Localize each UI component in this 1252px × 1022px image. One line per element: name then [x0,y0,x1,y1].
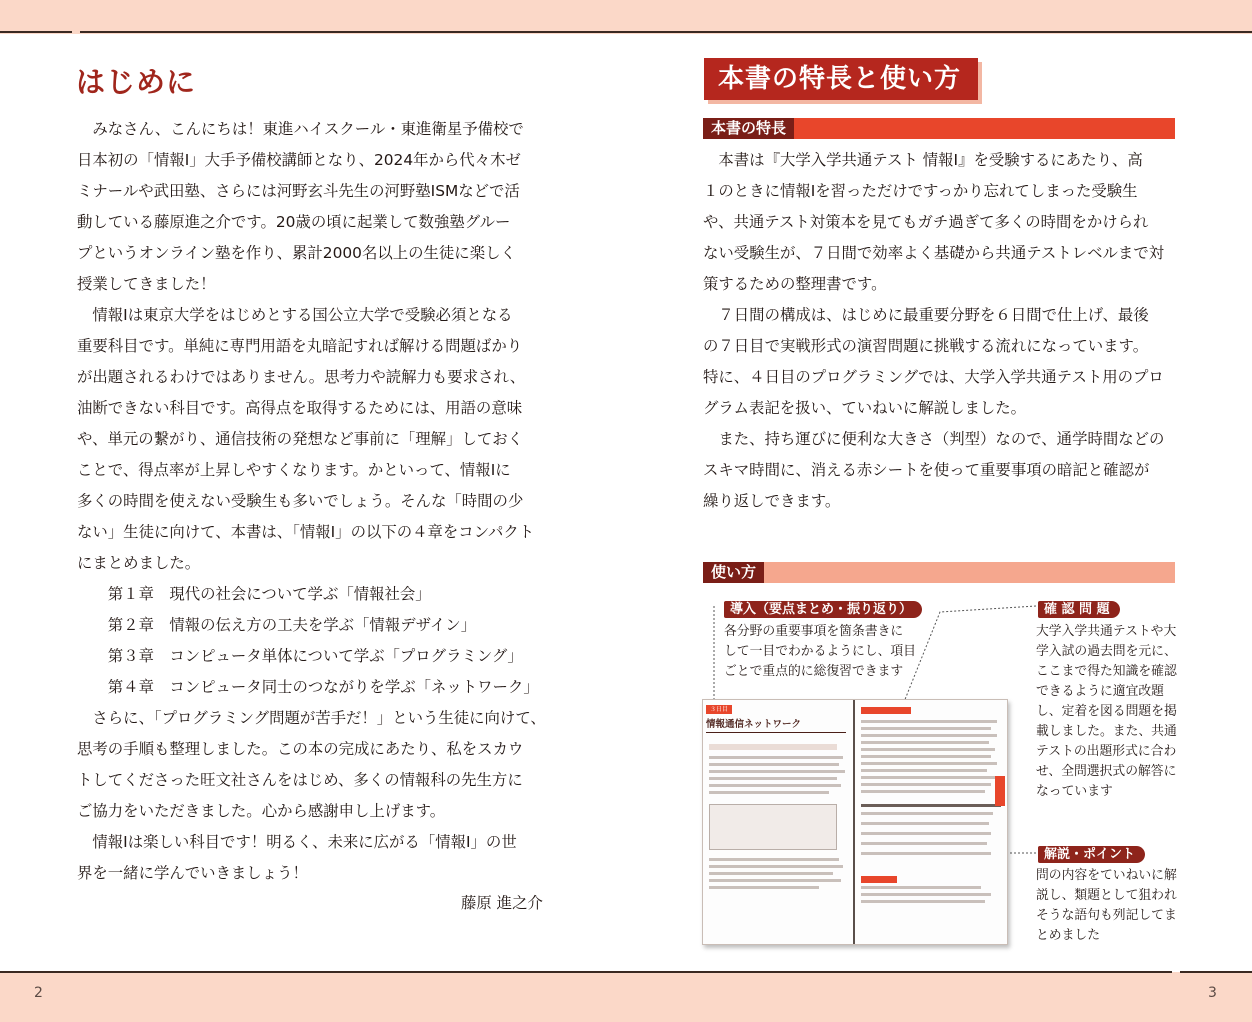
chapter-line: 第１章 現代の社会について学ぶ「情報社会」 [77,585,431,603]
text-line: 界を一緒に学んでいきましょう！ [77,864,308,882]
text-line: の７日目で実戦形式の演習問題に挑戦する流れになっています。 [703,337,1149,355]
sample-line [861,790,985,793]
callout-tag-intro: 導入（要点まとめ・振り返り） [724,601,922,618]
text-line: ない」生徒に向けて、本書は、「情報Ⅰ」の以下の４章をコンパクト [77,523,535,541]
text-line: スキマ時間に、消える赤シートを使って重要事項の暗記と確認が [703,461,1150,479]
sample-line [861,748,995,751]
sample-line [709,777,837,780]
sample-rule [706,732,846,733]
text-line: 重要科目です。単純に専門用語を丸暗記すれば解ける問題ばかり [77,337,523,355]
text-line: 繰り返しできます。 [703,492,841,510]
text-line: 多くの時間を使えない受験生も多いでしょう。そんな「時間の少 [77,492,524,510]
sample-line [861,727,991,730]
sample-page-image [702,699,1008,945]
text-line: とめました [1036,928,1100,943]
sample-page-title: 情報通信ネットワーク [706,719,802,730]
sample-line [709,763,839,766]
text-line: ７日間の構成は、はじめに最重要分野を６日間で仕上げ、最後 [703,306,1149,324]
sample-side-index [995,776,1005,806]
sample-line [709,872,833,875]
sample-line [861,886,981,889]
text-line: そうな語句も列記してま [1036,908,1177,923]
text-line: 大学入学共通テストや大 [1036,624,1177,639]
text-line: ご協力をいただきました。心から感謝申し上げます。 [77,802,446,820]
text-line: ごとで重点的に総復習できます [724,664,904,679]
text-line: 載しました。また、共通 [1036,724,1177,739]
author-signature: 藤原 進之介 [461,894,543,912]
sample-line [861,893,991,896]
sample-line [861,755,991,758]
text-line: 学入試の過去問を元に、 [1036,644,1177,659]
sample-line [861,832,991,835]
sample-line [709,791,829,794]
text-line: ことで、得点率が上昇しやすくなります。かといって、情報Ⅰに [77,461,511,479]
text-line: １のときに情報Ⅰを習っただけですっかり忘れてしまった受験生 [703,182,1138,200]
text-line: 動している藤原進之介です。20歳の頃に起業して数強塾グルー [77,213,511,231]
text-line: 特に、４日目のプログラミングでは、大学入学共通テスト用のプロ [703,368,1164,386]
sample-line [709,879,841,882]
callout-tag-check: 確 認 問 題 [1038,601,1120,618]
section-label: 本書の特長 [703,118,794,139]
text-line: 説し、類題として狙われ [1036,888,1177,903]
sample-line [709,770,845,773]
sample-line [709,886,819,889]
chapter-line: 第２章 情報の伝え方の工夫を学ぶ「情報デザイン」 [77,616,477,634]
sample-line [709,784,841,787]
text-line: 情報Ⅰは東京大学をはじめとする国公立大学で受験必須となる [77,306,513,324]
page-number-left: 2 [34,985,43,1001]
sample-line [861,804,1001,807]
text-line: なっています [1036,784,1113,799]
page-title-left: はじめに [76,65,197,99]
sample-label [861,876,897,883]
sample-line [861,812,993,815]
text-line: プというオンライン塾を作り、累計2000名以上の生徒に楽しく [77,244,516,262]
sample-line [861,842,987,845]
text-line: 情報Ⅰは楽しい科目です！明るく、未来に広がる「情報Ⅰ」の世 [77,833,517,851]
text-line: ミナールや武田塾、さらには河野玄斗先生の河野塾ISMなどで活 [77,182,520,200]
sample-line [861,762,997,765]
text-line: や、単元の繋がり、通信技術の発想など事前に「理解」しておく [77,430,524,448]
sample-line [861,734,997,737]
sample-line [709,858,839,861]
sample-line [861,783,991,786]
text-line: 日本初の「情報Ⅰ」大手予備校講師となり、2024年から代々木ゼ [77,151,521,169]
text-line: 油断できない科目です。高得点を取得するためには、用語の意味 [77,399,523,417]
sample-line [861,776,995,779]
page-number-right: 3 [1208,985,1217,1001]
text-line: みなさん、こんにちは！東進ハイスクール・東進衛星予備校で [77,120,524,138]
text-line: が出題されるわけではありません。思考力や読解力も要求され、 [77,368,526,386]
sample-line [861,720,997,723]
section-label: 使い方 [703,562,764,583]
sample-line [861,900,985,903]
sample-line [861,852,991,855]
text-line: また、持ち運びに便利な大きさ（判型）なので、通学時間などの [703,430,1165,448]
text-line: し、定着を図る問題を掲 [1036,704,1177,719]
text-line: 策するための整理書です。 [703,275,887,293]
text-line: にまとめました。 [77,554,201,572]
sample-line [861,741,989,744]
sample-label [861,707,911,714]
callout-tag-explain: 解説・ポイント [1038,846,1145,863]
text-line: して一目でわかるようにし、項目 [724,644,916,659]
sample-line [709,865,843,868]
spread-gutter [853,700,855,944]
text-line: テストの出題形式に合わ [1036,744,1177,759]
text-line: 本書は『大学入学共通テスト 情報Ⅰ』を受験するにあたり、高 [703,151,1143,169]
chapter-line: 第４章 コンピュータ同士のつながりを学ぶ「ネットワーク」 [77,678,539,696]
text-line: や、共通テスト対策本を見てもガチ過ぎて多くの時間をかけられ [703,213,1149,231]
sample-line [709,756,843,759]
text-line: トしてくださった旺文社さんをはじめ、多くの情報科の先生方に [77,771,523,789]
text-line: さらに、「プログラミング問題が苦手だ！」という生徒に向けて、 [77,709,546,727]
text-line: ない受験生が、７日間で効率よく基礎から共通テストレベルまで対 [703,244,1165,262]
text-line: できるように適宜改題 [1036,684,1164,699]
text-line: せ、全問選択式の解答に [1036,764,1177,779]
text-line: ここまで得た知識を確認 [1036,664,1177,679]
text-line: 授業してきました！ [77,275,216,293]
text-line: 思考の手順も整理しました。この本の完成にあたり、私をスカウ [77,740,524,758]
text-line: 各分野の重要事項を箇条書きに [724,624,904,639]
chapter-tab: ３日目 [706,705,732,714]
sample-table [709,804,837,850]
sample-block [709,744,837,750]
text-line: グラム表記を扱い、ていねいに解説しました。 [703,399,1027,417]
sample-line [861,822,989,825]
sample-line [861,769,987,772]
text-line: 問の内容をていねいに解 [1036,868,1177,883]
chapter-line: 第３章 コンピュータ単体について学ぶ「プログラミング」 [77,647,523,665]
page-title-right: 本書の特長と使い方 [704,58,978,100]
